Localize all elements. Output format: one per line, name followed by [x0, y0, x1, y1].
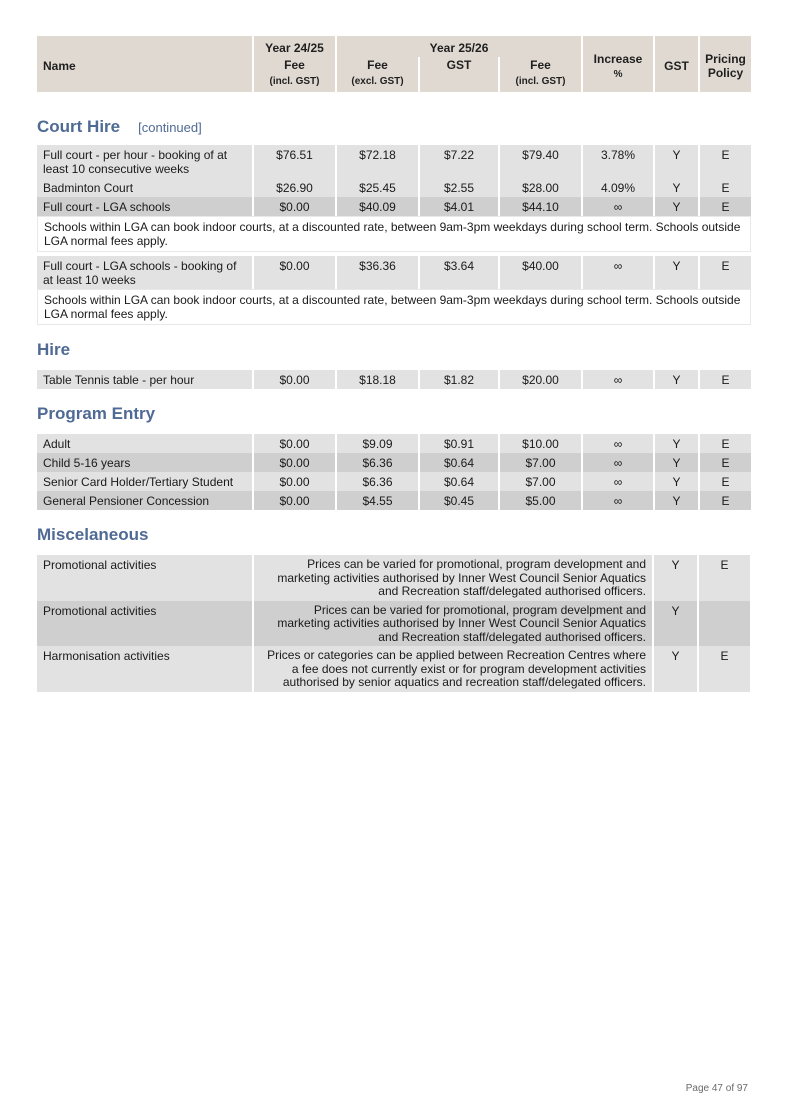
table-row: Full court - per hour - booking of at least 10 consecutive weeks $76.51 $72.18 $7.22 $79.40 3.78% Y E	[37, 145, 751, 178]
table-row: Harmonisation activities Prices or categories can be applied between Recreation Centres where a fee does not currently exist or for program development activities authorised by senior aquatics and recreation staff/delegated officers. Y E	[37, 646, 750, 692]
section-title-hire: Hire	[37, 340, 71, 359]
column-header-table	[35, 36, 753, 92]
table-row: Senior Card Holder/Tertiary Student $0.00 $6.36 $0.64 $7.00 ∞ Y E	[37, 472, 751, 491]
table-row: Adult $0.00 $9.09 $0.91 $10.00 ∞ Y E	[37, 434, 751, 453]
header-fee-excl-sub: (excl. GST)	[337, 73, 418, 92]
header-fee-prev-sub: (incl. GST)	[254, 73, 335, 92]
table-row: Table Tennis table - per hour $0.00 $18.18 $1.82 $20.00 ∞ Y E	[37, 370, 751, 389]
table-row: General Pensioner Concession $0.00 $4.55 $0.45 $5.00 ∞ Y E	[37, 491, 751, 510]
table-row: Full court - LGA schools - booking of at least 10 weeks $0.00 $36.36 $3.64 $40.00 ∞ Y E	[37, 256, 751, 289]
table-note: Schools within LGA can book indoor courts, at a discounted rate, between 9am-3pm weekdays during school term. Schools outside LGA normal fees apply.	[37, 216, 751, 252]
program-entry-table	[35, 434, 753, 510]
miscellaneous-table	[35, 555, 752, 692]
continued-label: [continued]	[138, 120, 202, 135]
header-year-curr: Year 25/26	[337, 36, 581, 57]
header-gst-amount: GST	[420, 57, 498, 73]
table-row: Child 5-16 years $0.00 $6.36 $0.64 $7.00 ∞ Y E	[37, 453, 751, 472]
court-hire-table	[35, 145, 753, 325]
table-note: Schools within LGA can book indoor courts, at a discounted rate, between 9am-3pm weekdays during school term. Schools outside LGA normal fees apply.	[37, 289, 751, 325]
page-number: Page 47 of 97	[685, 1083, 748, 1094]
header-increase: Increase %	[583, 36, 653, 92]
header-gst: GST	[655, 36, 698, 92]
header-pricing-policy: Pricing Policy	[700, 36, 751, 92]
section-title-court-hire: Court Hire [continued]	[37, 117, 202, 136]
header-fee-prev: Fee	[254, 57, 335, 73]
section-title-program-entry: Program Entry	[37, 404, 156, 423]
header-fee-incl-sub: (incl. GST)	[500, 73, 581, 92]
header-fee-incl: Fee	[500, 57, 581, 73]
table-row: Promotional activities Prices can be varied for promotional, program develpment and marketing activities authorised by Inner West Council Senior Aquatics and Recreation staff/delegated authorised officers. Y	[37, 601, 750, 647]
header-name: Name	[37, 36, 252, 92]
table-row: Badminton Court $26.90 $25.45 $2.55 $28.00 4.09% Y E	[37, 178, 751, 197]
table-row: Full court - LGA schools $0.00 $40.09 $4.01 $44.10 ∞ Y E	[37, 197, 751, 216]
header-year-prev: Year 24/25	[254, 36, 335, 57]
fee-schedule-page	[37, 36, 749, 692]
table-row: Promotional activities Prices can be varied for promotional, program development and marketing activities authorised by Inner West Council Senior Aquatics and Recreation staff/delegated authorised officers. Y E	[37, 555, 750, 601]
section-title-miscellaneous: Miscelaneous	[37, 525, 149, 544]
header-fee-excl: Fee	[337, 57, 418, 73]
hire-table	[35, 370, 753, 389]
